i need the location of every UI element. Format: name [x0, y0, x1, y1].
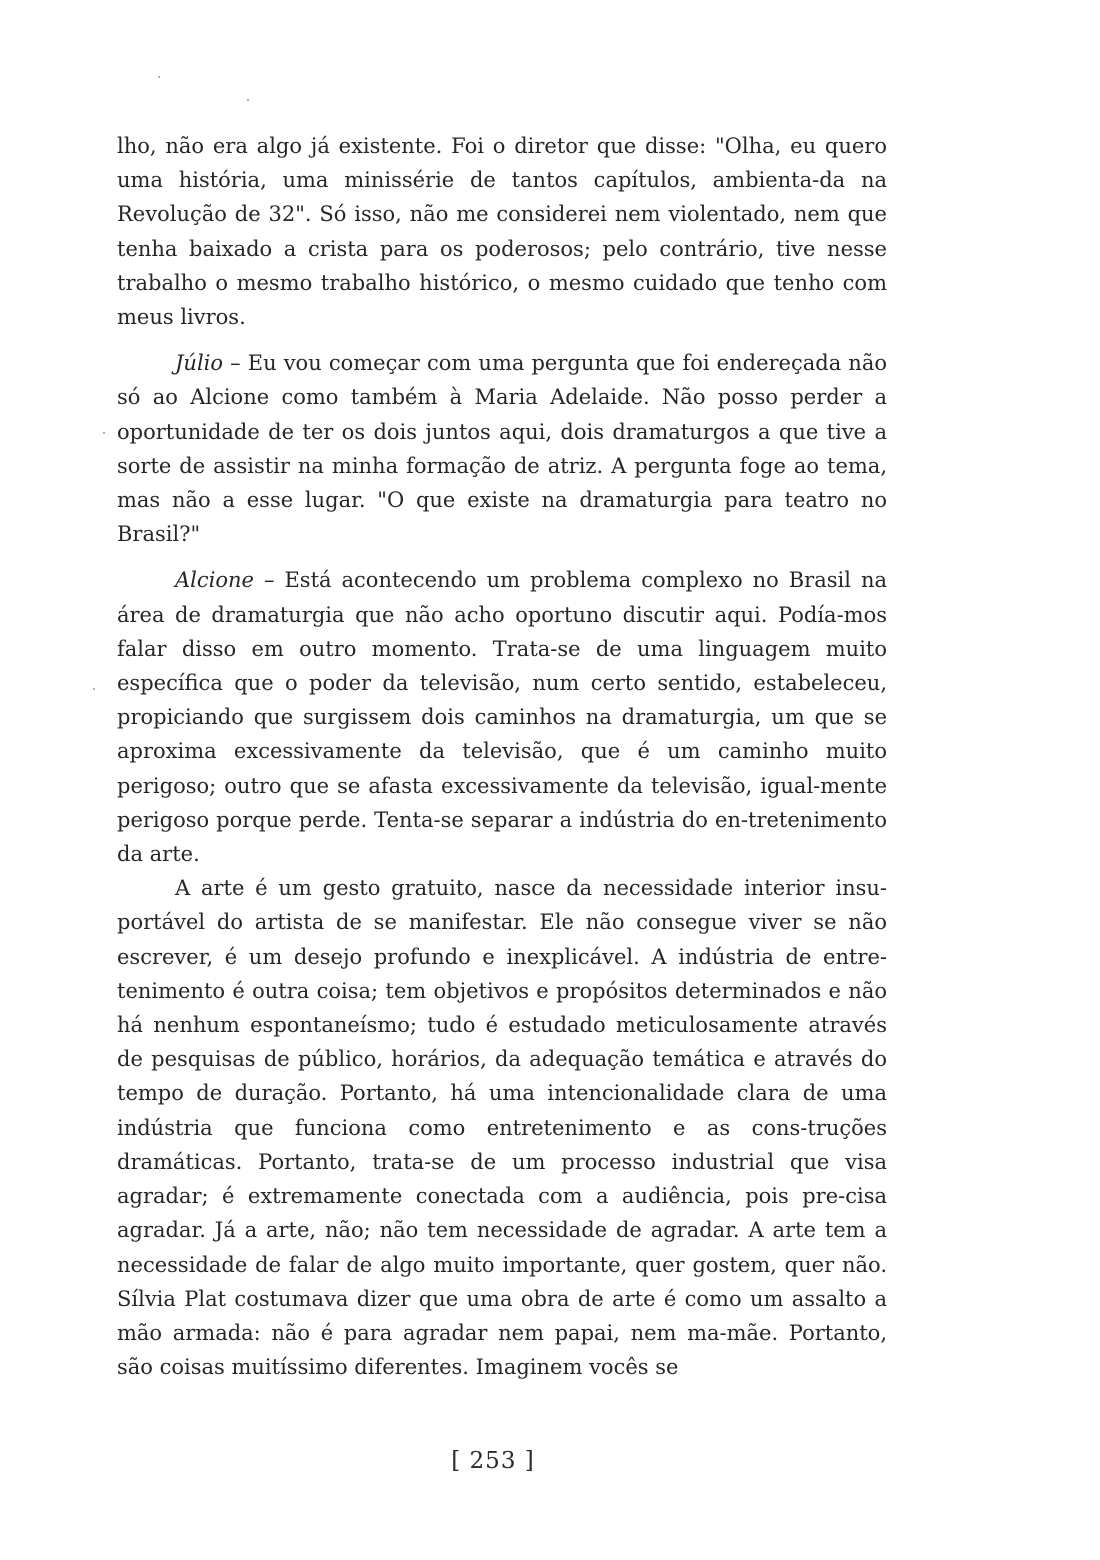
paragraph-continuation: [117, 129, 887, 334]
body-text: [117, 129, 887, 1384]
speaker-name: Alcione: [175, 568, 254, 593]
paragraph-arte: [117, 871, 887, 1384]
scan-speck: [158, 76, 160, 78]
paragraph-text: – Está acontecendo um problema complexo no Brasil na área de dramaturgia que não acho oportuno discutir aqui. Podía-mos falar disso em outro momento. Trata-se de uma linguagem muito específica que o poder da televisão, num certo sentido, estabeleceu, propiciando que surgissem dois caminhos na dramaturgia, um que se aproxima excessivamente da televisão, que é um caminho muito perigoso; outro que se afasta excessivamente da televisão, igual-mente perigoso porque perde. Tenta-se separar a indústria do en-tretenimento da arte.: [117, 568, 887, 867]
paragraph-text: A arte é um gesto gratuito, nasce da necessidade interior insu-portável do artista de se manifestar. Ele não consegue viver se não escrever, é um desejo profundo e inexplicável. A indústria de entre-tenimento é outra coisa; tem objetivos e propósitos determinados e não há nenhum espontaneísmo; tudo é estudado meticulosamente através de pesquisas de público, horários, da adequação temática e através do tempo de duração. Portanto, há uma intencionalidade clara de uma indústria que funciona como entretenimento e as cons-truções dramáticas. Portanto, trata-se de um processo industrial que visa agradar; é extremamente conectada com a audiência, pois pre-cisa agradar. Já a arte, não; não tem necessidade de agradar. A arte tem a necessidade de falar de algo muito importante, quer gostem, quer não. Sílvia Plat costumava dizer que uma obra de arte é como um assalto a mão armada: não é para agradar nem papai, nem ma-mãe. Portanto, são coisas muitíssimo diferentes. Imaginem vocês se: [117, 876, 887, 1380]
scan-speck: [247, 99, 249, 101]
paragraph-alcione: [117, 563, 887, 871]
page-number: [ 253 ]: [451, 1448, 535, 1474]
paragraph-text: lho, não era algo já existente. Foi o diretor que disse: "Olha, eu quero uma história, uma minissérie de tantos capítulos, ambienta-da na Revolução de 32". Só isso, não me considerei nem violentado, nem que tenha baixado a crista para os poderosos; pelo contrário, tive nesse trabalho o mesmo trabalho histórico, o mesmo cuidado que tenho com meus livros.: [117, 134, 887, 330]
scan-speck: [103, 432, 105, 434]
paragraph-text: – Eu vou começar com uma pergunta que foi endereçada não só ao Alcione como também à Maria Adelaide. Não posso perder a oportunidade de ter os dois juntos aqui, dois dramaturgos a que tive a sorte de assistir na minha formação de atriz. A pergunta foge ao tema, mas não a esse lugar. "O que existe na dramaturgia para teatro no Brasil?": [117, 351, 887, 547]
speaker-name: Júlio: [175, 351, 224, 376]
paragraph-julio: [117, 346, 887, 551]
scan-speck: [93, 688, 95, 690]
